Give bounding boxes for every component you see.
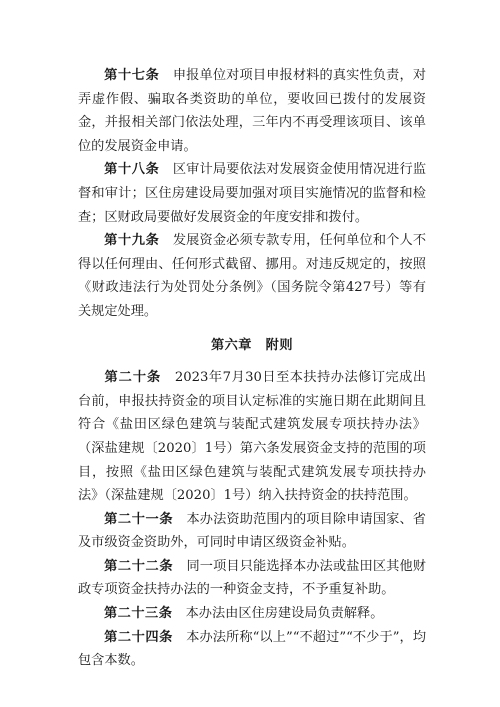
article-label: 第十七条 — [104, 68, 160, 83]
article-label: 第二十三条 — [104, 606, 173, 622]
article-label: 第十九条 — [104, 233, 160, 249]
article-17 — [78, 64, 426, 158]
article-text: 本办法资助范围内的项目除申请国家、省及市级资金资助外，可同时申请区级资金补贴。 — [78, 511, 426, 551]
article-21 — [78, 508, 426, 555]
article-label: 第二十四条 — [104, 629, 173, 645]
article-label: 第二十条 — [104, 370, 162, 386]
article-text: 2023年7月30日至本扶持办法修订完成出台前，申报扶持资金的项目认定标准的实施日期在此期间且符合《盐田区绿色建筑与装配式建筑发展专项扶持办法》（深盐建规〔2020〕1号）第六条发展资金支持的范围的项目，按照《盐田区绿色建筑与装配式建筑发展专项扶持办法》（深盐建规〔2020〕1号）纳入扶持资金的扶持范围。 — [78, 370, 427, 504]
article-18 — [78, 158, 426, 229]
article-24 — [78, 626, 426, 673]
article-20 — [78, 366, 426, 508]
document-page — [78, 64, 426, 673]
article-19 — [78, 229, 426, 323]
article-text: 申报单位对项目申报材料的真实性负责，对弄虚作假、骗取各类资助的单位，要收回已拨付的发展资金，并报相关部门依法处理，三年内不再受理该项目、该单位的发展资金申请。 — [78, 68, 427, 154]
article-text: 区审计局要依法对发展资金使用情况进行监督和审计；区住房建设局要加强对项目实施情况的监督和检查；区财政局要做好发展资金的年度安排和拨付。 — [78, 162, 427, 225]
article-22 — [78, 555, 426, 602]
article-text: 本办法所称“以上”“不超过”“不少于”，均包含本数。 — [78, 629, 427, 669]
article-text: 同一项目只能选择本办法或盐田区其他财政专项资金扶持办法的一种资金支持，不予重复补助。 — [78, 558, 426, 598]
article-text: 本办法由区住房建设局负责解释。 — [185, 606, 384, 622]
article-label: 第十八条 — [104, 162, 160, 178]
article-23 — [78, 602, 426, 626]
article-label: 第二十二条 — [104, 558, 174, 574]
chapter-title: 第六章 附则 — [210, 337, 294, 353]
article-text: 发展资金必须专款专用，任何单位和个人不得以任何理由、任何形式截留、挪用。对违反规定的，按照《财政违法行为处罚处分条例》（国务院令第427号）等有关规定处理。 — [78, 233, 427, 319]
article-label: 第二十一条 — [104, 511, 174, 527]
